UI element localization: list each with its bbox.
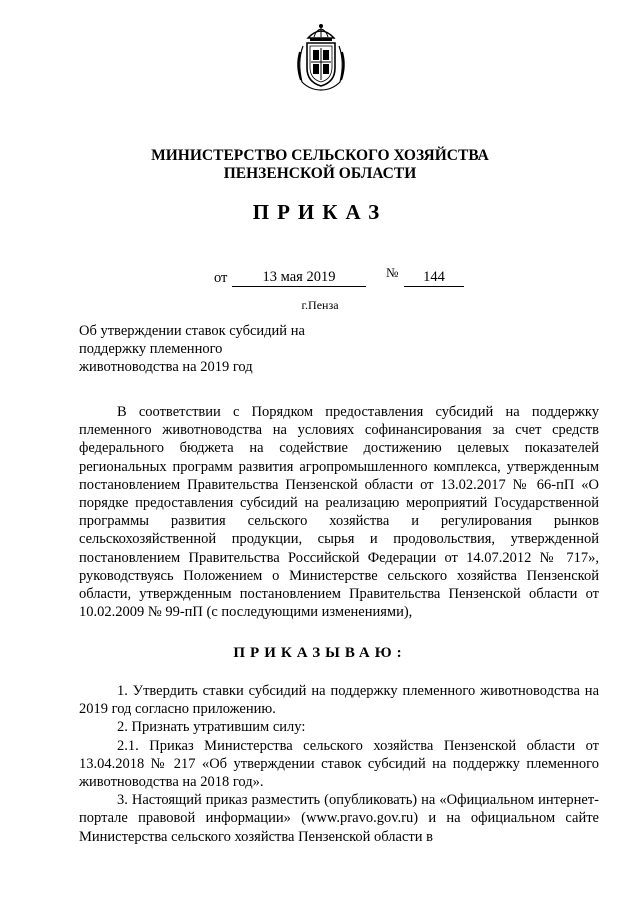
order-item: 2. Признать утратившим силу: <box>117 719 306 736</box>
number-label: № <box>386 265 399 280</box>
city-name: г.Пенза <box>301 298 339 312</box>
subject-line: поддержку племенного <box>79 341 223 357</box>
preamble-text: В соответствии с Порядком предоставления субсидий на поддержку племенного животноводства на условиях софинансирования за счет средств федерального бюджета на содействие достижению целевых показателей региональных программ развития агропромышленного комплекса, утвержденным постановлением Правительства Пензенской области от 13.02.2017 № 66-пП «О порядке предоставления субсидий на реализацию мероприятий Государственной программы развития сельского хозяйства и регулирования рынков сельскохозяйственной продукции, сырья и продовольствия, утвержденной постановлением Правительства Российской Федерации от 14.07.2012 № 717», руководствуясь Положением о Министерстве сельского хозяйства Пензенской области, утвержденным постановлением Правительства Пензенской области от 10.02.2009 № 99-пП (с последующими изменениями), <box>79 404 599 621</box>
date-value: 13 мая 2019 <box>232 268 366 287</box>
subject-line: животноводства на 2019 год <box>79 359 253 375</box>
order-item: 2.1. Приказ Министерства сельского хозяйства Пензенской области от 13.04.2018 № 217 «Об утверждении ставок субсидий на поддержку племенного животноводства на 2018 год». <box>79 737 599 791</box>
penza-coat-of-arms-icon <box>294 22 348 92</box>
ministry-name-line2: ПЕНЗЕНСКОЙ ОБЛАСТИ <box>223 165 417 182</box>
order-items <box>79 682 599 846</box>
ministry-name-line1: МИНИСТЕРСТВО СЕЛЬСКОГО ХОЗЯЙСТВА <box>151 147 489 164</box>
document-subject <box>79 322 339 376</box>
document-type-title: ПРИКАЗ <box>252 200 388 224</box>
command-heading: ПРИКАЗЫВАЮ: <box>233 645 407 661</box>
number-value: 144 <box>404 268 464 287</box>
date-label: от <box>214 270 228 286</box>
subject-line: Об утверждении ставок субсидий на <box>79 323 305 339</box>
order-item: 3. Настоящий приказ разместить (опубликовать) на «Официальном интернет-портале правовой информации» (www.pravo.gov.ru) и на официальном сайте Министерства сельского хозяйства Пензенской области в <box>79 792 599 845</box>
order-item: 1. Утвердить ставки субсидий на поддержку племенного животноводства на 2019 год согласно приложению. <box>79 683 599 718</box>
preamble-paragraph <box>79 403 599 621</box>
date-number-row <box>0 265 640 290</box>
